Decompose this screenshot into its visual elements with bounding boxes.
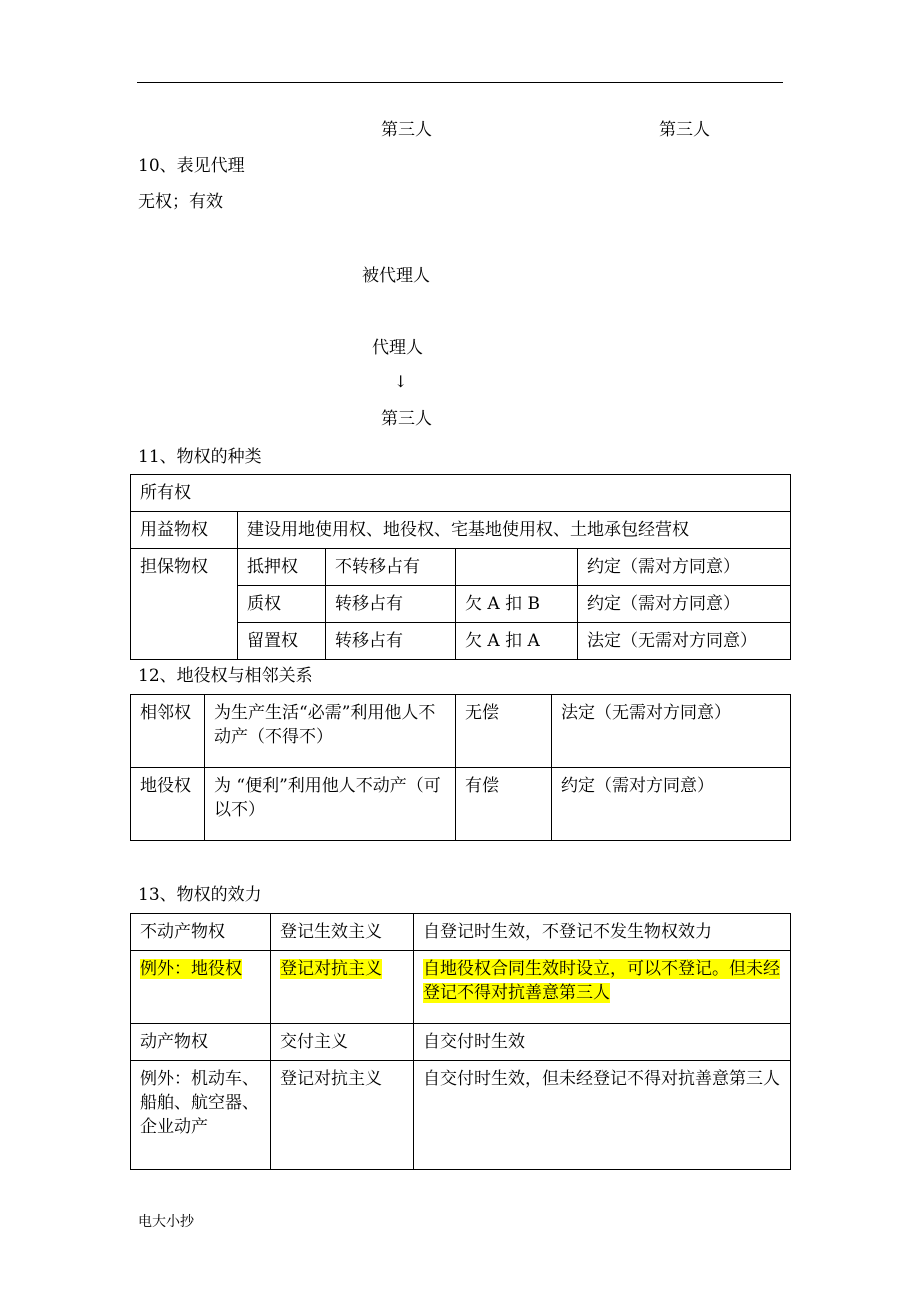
- effect-principle: 交付主义: [271, 1024, 414, 1061]
- security-possession: 不转移占有: [326, 549, 456, 586]
- section-11-heading: 11、物权的种类: [138, 447, 262, 467]
- third-party-label-left: 第三人: [381, 120, 432, 140]
- security-type: 质权: [238, 586, 326, 623]
- effect-kind: [131, 951, 271, 1024]
- table-row: [131, 1024, 791, 1061]
- effect-kind: 动产物权: [131, 1024, 271, 1061]
- usufruct-label: 用益物权: [131, 512, 238, 549]
- third-party-label-right: 第三人: [659, 120, 710, 140]
- section-10-heading: 10、表见代理: [138, 156, 245, 176]
- effect-kind: 不动产物权: [131, 914, 271, 951]
- relation-desc: 为生产生活“必需”利用他人不动产（不得不）: [205, 695, 456, 768]
- relation-desc: 为 “便利”利用他人不动产（可以不）: [205, 768, 456, 841]
- effect-kind: 例外：机动车、船舶、航空器、企业动产: [131, 1061, 271, 1170]
- relation-fee: 有偿: [456, 768, 552, 841]
- security-label: 担保物权: [131, 549, 238, 660]
- table-row: [131, 512, 791, 549]
- section-12-heading: 12、地役权与相邻关系: [138, 666, 313, 686]
- security-example: [456, 549, 578, 586]
- security-example: 欠 A 扣 B: [456, 586, 578, 623]
- diagram-third-party: 第三人: [381, 409, 432, 429]
- relation-basis: 法定（无需对方同意）: [552, 695, 791, 768]
- effect-desc: 自交付时生效，但未经登记不得对抗善意第三人: [414, 1061, 791, 1170]
- table-row: [131, 768, 791, 841]
- highlighted-text: 自地役权合同生效时设立，可以不登记。但未经登记不得对抗善意第三人: [423, 959, 780, 1003]
- table-row: [131, 914, 791, 951]
- security-possession: 转移占有: [326, 586, 456, 623]
- footer-text: 电大小抄: [138, 1214, 194, 1230]
- table-row: [131, 695, 791, 768]
- table-row: [131, 475, 791, 512]
- effect-desc: [414, 951, 791, 1024]
- highlighted-text: 登记对抗主义: [280, 959, 382, 979]
- table-row: [131, 1061, 791, 1170]
- diagram-principal: 被代理人: [362, 266, 430, 286]
- table-row: [131, 549, 791, 586]
- security-possession: 转移占有: [326, 623, 456, 660]
- table-row: [131, 951, 791, 1024]
- ownership-cell: 所有权: [131, 475, 791, 512]
- security-type: 留置权: [238, 623, 326, 660]
- section-10-subtitle: 无权；有效: [138, 192, 223, 212]
- section-13-heading: 13、物权的效力: [138, 885, 262, 905]
- security-basis: 法定（无需对方同意）: [578, 623, 791, 660]
- highlighted-text: 例外：地役权: [140, 959, 242, 979]
- down-arrow-icon: ↓: [394, 372, 408, 391]
- relation-name: 相邻权: [131, 695, 205, 768]
- effect-principle: 登记生效主义: [271, 914, 414, 951]
- effect-principle: [271, 951, 414, 1024]
- property-effect-table: [130, 913, 791, 1170]
- security-basis: 约定（需对方同意）: [578, 549, 791, 586]
- relation-basis: 约定（需对方同意）: [552, 768, 791, 841]
- effect-desc: 自交付时生效: [414, 1024, 791, 1061]
- relation-fee: 无偿: [456, 695, 552, 768]
- security-type: 抵押权: [238, 549, 326, 586]
- header-rule: [137, 82, 783, 83]
- effect-desc: 自登记时生效，不登记不发生物权效力: [414, 914, 791, 951]
- relation-name: 地役权: [131, 768, 205, 841]
- easement-table: [130, 694, 791, 841]
- effect-principle: 登记对抗主义: [271, 1061, 414, 1170]
- property-types-table: [130, 474, 791, 660]
- usufruct-content: 建设用地使用权、地役权、宅基地使用权、土地承包经营权: [238, 512, 791, 549]
- diagram-agent: 代理人: [372, 338, 423, 358]
- security-example: 欠 A 扣 A: [456, 623, 578, 660]
- security-basis: 约定（需对方同意）: [578, 586, 791, 623]
